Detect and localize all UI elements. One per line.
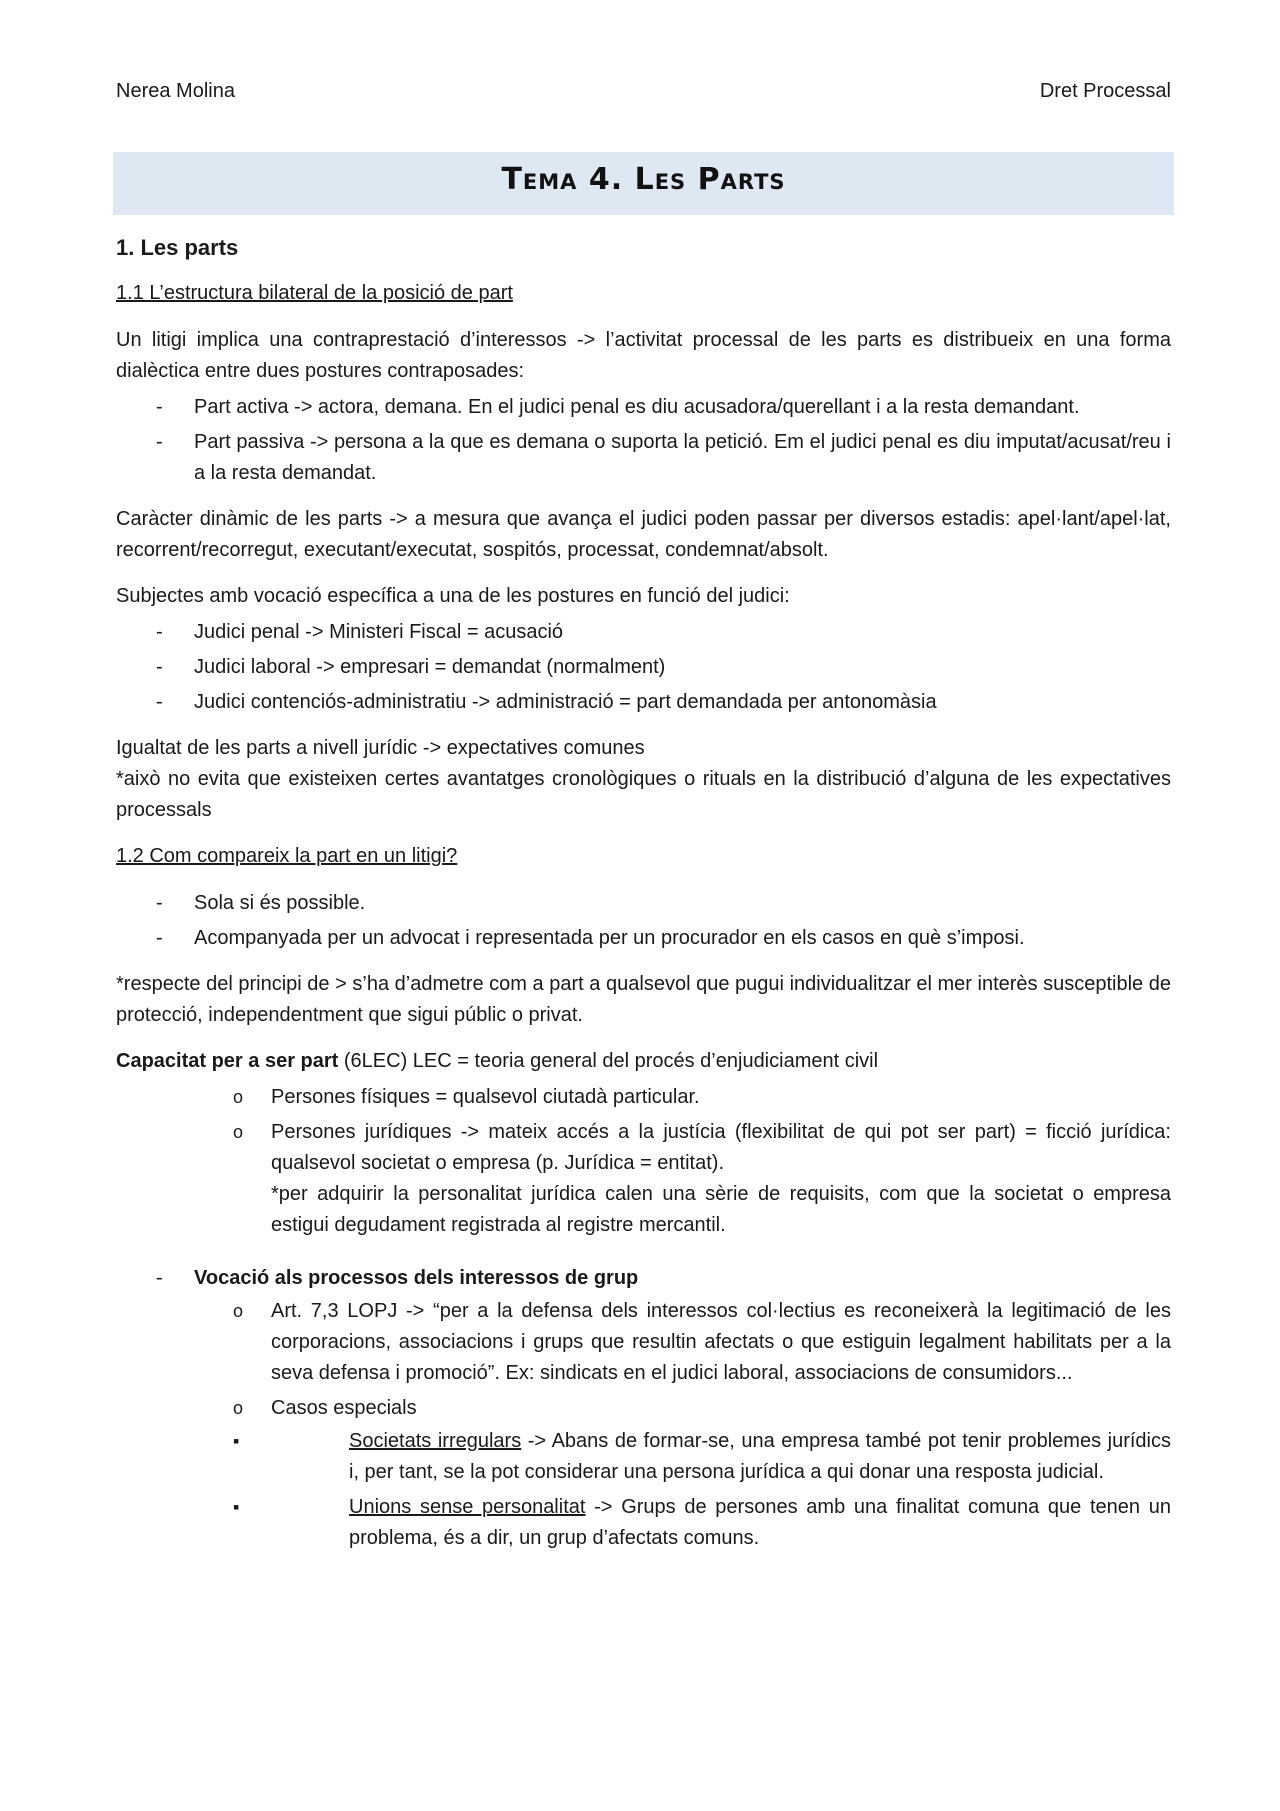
subsection-heading-1-1: 1.1 L’estructura bilateral de la posició de part: [116, 282, 513, 304]
paragraph-note: *això no evita que existeixen certes avantatges cronològiques o rituals en la distribució d’alguna de les expectatives processals: [116, 768, 1171, 821]
circle-marker: o: [233, 1398, 244, 1418]
paragraph: [116, 733, 1171, 826]
list-item-text: Judici laboral -> empresari = demandat (normalment): [194, 656, 666, 678]
group-interests-list: [116, 1263, 1171, 1554]
author-name: Nerea Molina: [116, 80, 235, 102]
list-item-text: -> Grups de persones amb una finalitat comuna que tenen un problema, és a dir, un grup d’afectats comuns.: [349, 1496, 1171, 1549]
list-item: [116, 687, 1171, 718]
list-item-note: *per adquirir la personalitat jurídica calen una sèrie de requisits, com que la societat o empresa estigui degudament registrada al registre mercantil.: [271, 1183, 1171, 1236]
dash-marker: -: [156, 431, 163, 453]
list-item-text: Part activa -> actora, demana. En el judici penal es diu acusadora/querellant i a la resta demandant.: [194, 396, 1080, 418]
section-heading: 1. Les parts: [116, 235, 239, 260]
dash-marker: -: [156, 656, 163, 678]
capacity-list: [116, 1082, 1171, 1241]
list-item: [116, 1393, 1171, 1554]
appearance-list: [116, 888, 1171, 954]
paragraph: Subjectes amb vocació específica a una de les postures en funció del judici:: [116, 585, 790, 607]
list-item: [116, 652, 1171, 683]
specific-subjects-list: [116, 617, 1171, 718]
document-title: Tema 4. Les Parts: [501, 162, 786, 197]
underlined-term: Unions sense personalitat: [349, 1496, 586, 1518]
group-interests-sublist: [116, 1296, 1171, 1554]
special-cases-list: [116, 1426, 1171, 1554]
list-item-text: Art. 7,3 LOPJ -> “per a la defensa dels interessos col·lectius es reconeixerà la legitimació de les corporacions, associacions i grups que resultin afectats o que estiguin legalment habilitats per a la seva defensa i promoció”. Ex: sindicats en el judici laboral, associacions de consumidors...: [271, 1300, 1171, 1384]
underlined-term: Societats irregulars: [349, 1430, 522, 1452]
list-item: [116, 1492, 1171, 1554]
party-types-list: [116, 392, 1171, 489]
list-item-text: Part passiva -> persona a la que es demana o suporta la petició. Em el judici penal es diu imputat/acusat/reu i a la resta demandat.: [194, 431, 1171, 484]
bold-term: Capacitat per a ser part: [116, 1050, 339, 1072]
dash-marker: -: [156, 621, 163, 643]
list-item: [116, 888, 1171, 919]
list-item-text: Sola si és possible.: [194, 892, 366, 914]
list-item: [116, 1117, 1171, 1241]
paragraph-line: Igualtat de les parts a nivell jurídic -> expectatives comunes: [116, 737, 645, 759]
document-content: [116, 232, 1171, 1569]
page-header: [116, 76, 1171, 108]
list-item: [116, 1263, 1171, 1554]
list-item-text: Persones jurídiques -> mateix accés a la justícia (flexibilitat de qui pot ser part) = ficció jurídica: qualsevol societat o empresa (p. Jurídica = entitat).: [271, 1121, 1171, 1174]
list-item-text: Casos especials: [271, 1397, 417, 1419]
dash-marker: -: [156, 1267, 163, 1289]
circle-marker: o: [233, 1087, 244, 1107]
paragraph: Caràcter dinàmic de les parts -> a mesura que avança el judici poden passar per diversos estadis: apel·lant/apel·lat, recorrent/recorregut, executant/executat, sospitós, processat, condemnat/absolt.: [116, 508, 1171, 561]
list-item-text: Judici penal -> Ministeri Fiscal = acusació: [194, 621, 564, 643]
list-item-label: Vocació als processos dels interessos de grup: [194, 1267, 639, 1289]
list-item: [116, 923, 1171, 954]
dash-marker: -: [156, 396, 163, 418]
list-item: [116, 1426, 1171, 1488]
dash-marker: -: [156, 892, 163, 914]
list-item-text: Judici contenciós-administratiu -> administració = part demandada per antonomàsia: [194, 691, 937, 713]
circle-marker: o: [233, 1301, 244, 1321]
list-item-text: Acompanyada per un advocat i representada per un procurador en els casos en què s’imposi.: [194, 927, 1025, 949]
square-marker: ▪: [233, 1431, 240, 1451]
dash-marker: -: [156, 691, 163, 713]
paragraph-text: (6LEC) LEC = teoria general del procés d’enjudiciament civil: [338, 1050, 879, 1072]
list-item: [116, 1082, 1171, 1113]
paragraph: *respecte del principi de > s’ha d’admetre com a part a qualsevol que pugui individualitzar el mer interès susceptible de protecció, independentment que sigui públic o privat.: [116, 973, 1171, 1026]
list-item-text: -> Abans de formar-se, una empresa també pot tenir problemes jurídics i, per tant, se la pot considerar una persona jurídica a qui donar una resposta judicial.: [349, 1430, 1171, 1483]
list-item-text: Persones físiques = qualsevol ciutadà particular.: [271, 1086, 700, 1108]
list-item: [116, 1296, 1171, 1389]
title-banner: [113, 152, 1174, 215]
paragraph: [116, 1046, 1171, 1077]
list-item: [116, 617, 1171, 648]
dash-marker: -: [156, 927, 163, 949]
circle-marker: o: [233, 1122, 244, 1142]
list-item: [116, 427, 1171, 489]
paragraph: Un litigi implica una contraprestació d’interessos -> l’activitat processal de les parts es distribueix en una forma dialèctica entre dues postures contraposades:: [116, 329, 1171, 382]
list-item: [116, 392, 1171, 423]
square-marker: ▪: [233, 1497, 240, 1517]
subject-name: Dret Processal: [1039, 80, 1171, 102]
subsection-heading-1-2: 1.2 Com compareix la part en un litigi?: [116, 845, 458, 867]
